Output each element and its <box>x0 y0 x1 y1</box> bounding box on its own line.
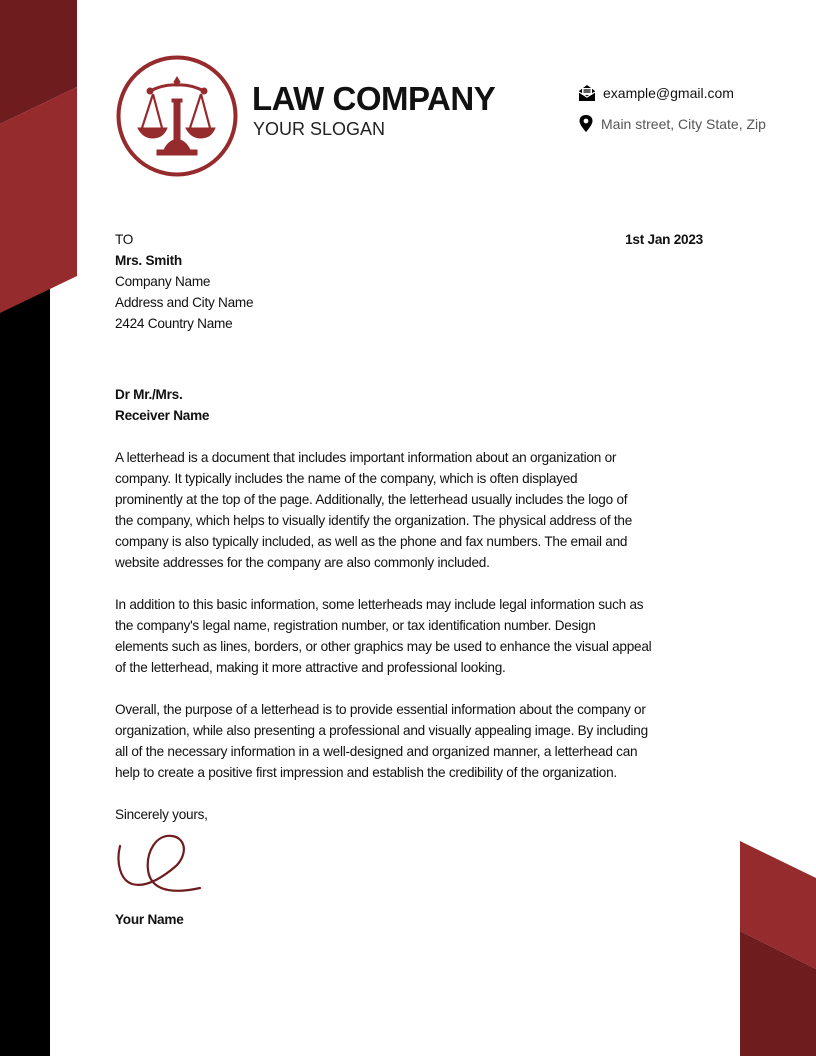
salutation <box>115 384 209 426</box>
body-line: the company's legal name, registration number, or tax identification number. Design <box>115 618 596 633</box>
body-line: elements such as lines, borders, or other graphics may be used to enhance the visual appeal <box>115 639 652 654</box>
address-text: Main street, City State, Zip <box>601 115 766 132</box>
body-paragraph-1 <box>115 447 715 573</box>
left-black-strip <box>0 276 50 1056</box>
body-line: company. It typically includes the name of the company, which is often displayed <box>115 471 578 486</box>
body-line: organization, while also presenting a professional and visually appealing image. By including <box>115 723 648 738</box>
recipient-name: Mrs. Smith <box>115 253 182 268</box>
body-line: In addition to this basic information, some letterheads may include legal information such as <box>115 597 644 612</box>
email-text: example@gmail.com <box>603 85 734 101</box>
left-red-band <box>0 87 77 313</box>
scales-of-justice-icon <box>116 55 238 177</box>
email-contact <box>578 84 734 102</box>
recipient-block <box>115 229 253 334</box>
letter-date: 1st Jan 2023 <box>625 232 703 247</box>
body-line: all of the necessary information in a well-designed and organized manner, a letterhead can <box>115 744 638 759</box>
body-line: of the letterhead, making it more attractive and professional looking. <box>115 660 506 675</box>
closing: Sincerely yours, <box>115 807 208 822</box>
salutation-line-2: Receiver Name <box>115 408 210 423</box>
body-line: Overall, the purpose of a letterhead is to provide essential information about the company or <box>115 702 646 717</box>
company-name: LAW COMPANY <box>252 80 496 117</box>
body-line: company is also typically included, as well as the phone and fax numbers. The email and <box>115 534 628 549</box>
to-label: TO <box>115 232 134 247</box>
body-line: website addresses for the company are also commonly included. <box>115 555 490 570</box>
body-line: help to create a positive first impression and establish the credibility of the organization. <box>115 765 617 780</box>
salutation-line-1: Dr Mr./Mrs. <box>115 387 183 402</box>
body-line: the company, which helps to visually identify the organization. The physical address of the <box>115 513 633 528</box>
body-paragraph-2 <box>115 594 715 678</box>
company-slogan: YOUR SLOGAN <box>253 119 386 139</box>
map-pin-icon <box>578 114 594 133</box>
body-paragraph-3 <box>115 699 715 783</box>
signature <box>112 832 207 897</box>
envelope-open-icon <box>578 84 596 102</box>
body-line: prominently at the top of the page. Additionally, the letterhead usually includes the logo of <box>115 492 628 507</box>
body-line: A letterhead is a document that includes important information about an organization or <box>115 450 617 465</box>
recipient-country: 2424 Country Name <box>115 316 233 331</box>
recipient-company: Company Name <box>115 274 211 289</box>
recipient-address: Address and City Name <box>115 295 254 310</box>
signer-name: Your Name <box>115 912 184 927</box>
address-contact <box>578 114 766 133</box>
